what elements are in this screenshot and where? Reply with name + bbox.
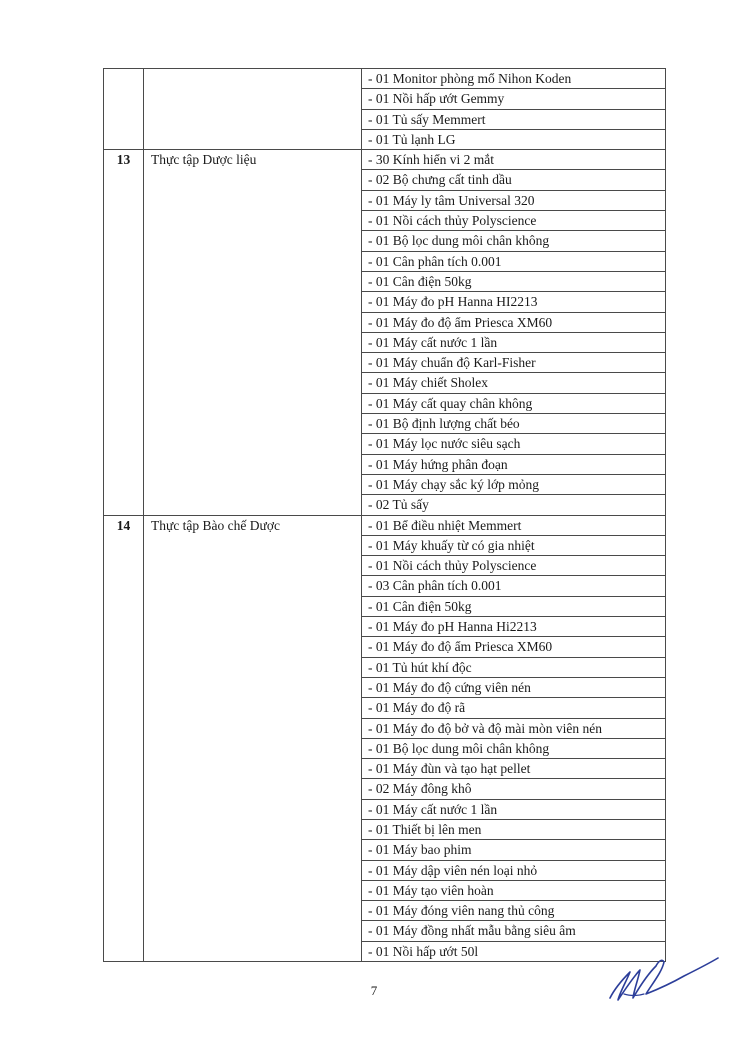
equipment-item: - 01 Máy chiết Sholex <box>362 373 666 393</box>
equipment-item: - 01 Máy bao phim <box>362 840 666 860</box>
row-number: 14 <box>104 515 144 962</box>
equipment-item: - 01 Máy đóng viên nang thủ công <box>362 901 666 921</box>
table-row <box>104 150 666 170</box>
equipment-item: - 01 Máy cất nước 1 lần <box>362 799 666 819</box>
equipment-item: - 01 Máy ly tâm Universal 320 <box>362 190 666 210</box>
equipment-item: - 01 Bộ định lượng chất béo <box>362 414 666 434</box>
equipment-item: - 03 Cân phân tích 0.001 <box>362 576 666 596</box>
equipment-item: - 01 Máy cất nước 1 lần <box>362 332 666 352</box>
course-name: Thực tập Dược liệu <box>144 150 362 515</box>
equipment-item: - 01 Bể điều nhiệt Memmert <box>362 515 666 535</box>
equipment-item: - 01 Máy đo độ cứng viên nén <box>362 677 666 697</box>
equipment-item: - 02 Máy đông khô <box>362 779 666 799</box>
page-number: 7 <box>370 983 378 998</box>
equipment-item: - 01 Máy cất quay chân không <box>362 393 666 413</box>
equipment-item: - 01 Máy đo độ bở và độ mài mòn viên nén <box>362 718 666 738</box>
equipment-item: - 02 Tủ sấy <box>362 495 666 515</box>
equipment-item: - 01 Máy hứng phân đoạn <box>362 454 666 474</box>
equipment-item: - 01 Thiết bị lên men <box>362 819 666 839</box>
equipment-item: - 01 Tủ lạnh LG <box>362 129 666 149</box>
equipment-item: - 01 Máy đo độ rã <box>362 698 666 718</box>
table-row <box>104 69 666 89</box>
equipment-item: - 01 Nồi cách thủy Polyscience <box>362 211 666 231</box>
equipment-item: - 01 Máy đo độ ẩm Priesca XM60 <box>362 312 666 332</box>
equipment-item: - 01 Máy đo pH Hanna HI2213 <box>362 292 666 312</box>
equipment-table-body <box>104 69 666 962</box>
equipment-item: - 01 Máy đùn và tạo hạt pellet <box>362 759 666 779</box>
equipment-item: - 01 Máy đo độ ẩm Priesca XM60 <box>362 637 666 657</box>
equipment-item: - 01 Máy chạy sắc ký lớp mỏng <box>362 474 666 494</box>
handwritten-signature-icon <box>600 950 725 1010</box>
equipment-item: - 01 Tủ sấy Memmert <box>362 109 666 129</box>
table-row <box>104 515 666 535</box>
equipment-item: - 01 Nồi hấp ướt Gemmy <box>362 89 666 109</box>
equipment-item: - 01 Cân điện 50kg <box>362 271 666 291</box>
equipment-item: - 01 Máy dập viên nén loại nhỏ <box>362 860 666 880</box>
row-number: 13 <box>104 150 144 515</box>
equipment-item: - 01 Monitor phòng mổ Nihon Koden <box>362 69 666 89</box>
equipment-item: - 01 Máy lọc nước siêu sạch <box>362 434 666 454</box>
equipment-item: - 01 Bộ lọc dung môi chân không <box>362 738 666 758</box>
equipment-item: - 01 Nồi cách thủy Polyscience <box>362 556 666 576</box>
equipment-item: - 01 Cân điện 50kg <box>362 596 666 616</box>
equipment-item: - 01 Nồi hấp ướt 50l <box>362 941 666 961</box>
equipment-item: - 01 Cân phân tích 0.001 <box>362 251 666 271</box>
equipment-item: - 01 Máy khuấy từ có gia nhiệt <box>362 535 666 555</box>
equipment-item: - 02 Bộ chưng cất tinh dầu <box>362 170 666 190</box>
equipment-item: - 30 Kính hiển vi 2 mắt <box>362 150 666 170</box>
equipment-table <box>103 68 666 962</box>
equipment-item: - 01 Bộ lọc dung môi chân không <box>362 231 666 251</box>
equipment-item: - 01 Máy chuẩn độ Karl-Fisher <box>362 353 666 373</box>
equipment-item: - 01 Máy đồng nhất mẫu bằng siêu âm <box>362 921 666 941</box>
row-number <box>104 69 144 150</box>
course-name: Thực tập Bào chế Dược <box>144 515 362 962</box>
equipment-item: - 01 Máy đo pH Hanna Hi2213 <box>362 617 666 637</box>
course-name <box>144 69 362 150</box>
equipment-item: - 01 Tủ hút khí độc <box>362 657 666 677</box>
equipment-item: - 01 Máy tạo viên hoàn <box>362 880 666 900</box>
